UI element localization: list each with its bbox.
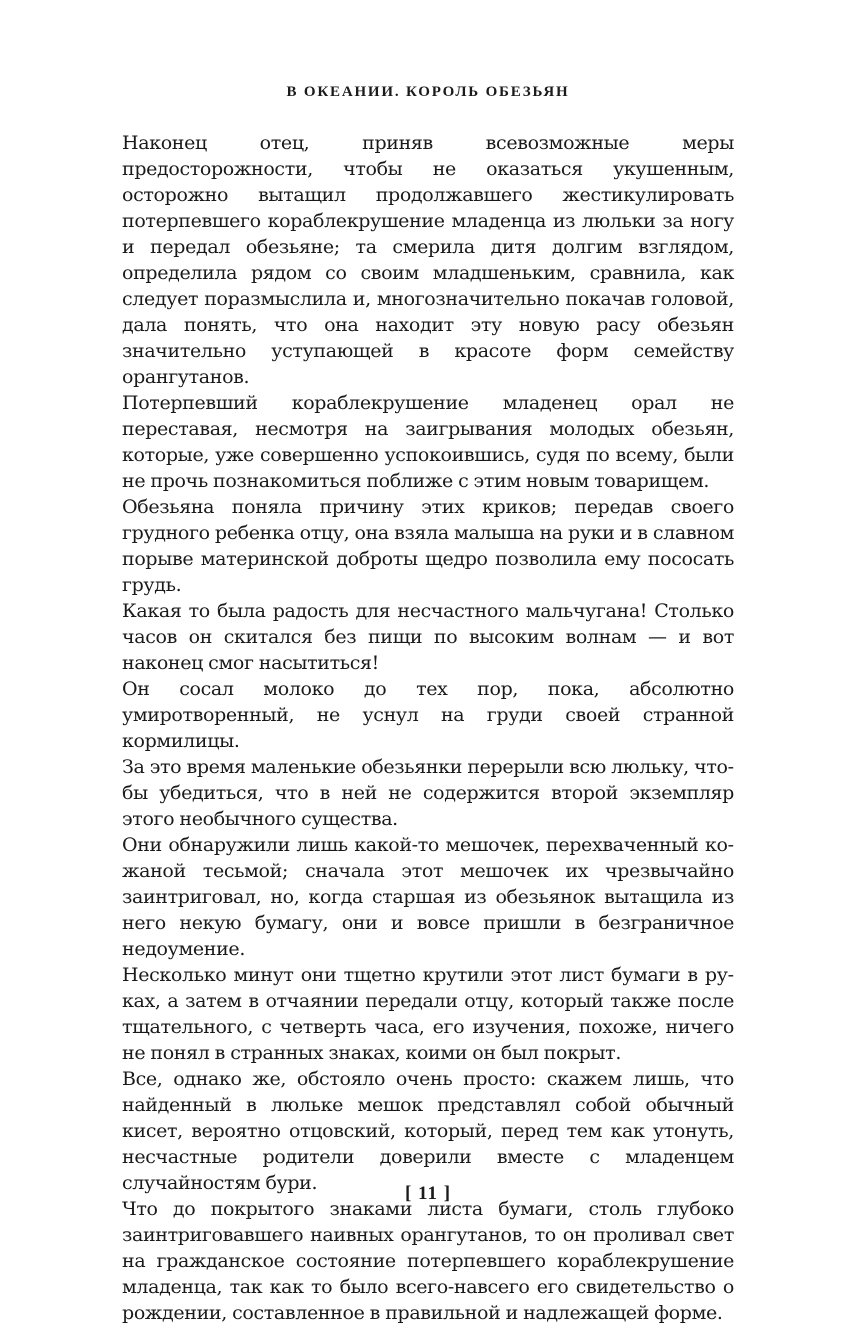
paragraph-text: Какая то была радость для несчастного мальчугана! Столько часов он скитался без пищи по высоким волнам — и вот наконец смог насытиться!: [122, 600, 734, 674]
paragraph: [122, 832, 734, 962]
paragraph-text: Что до покрытого знаками листа бумаги, столь глубоко заинтриговавшего наивных орангутанов, то он проливал свет на гражданское состояние потерпевшего кораблекрушение младенца, так как то было всего-навсего его свидетельство о рождении, составленное в правильной и надлежащей форме.: [122, 1198, 734, 1324]
running-head: В ОКЕАНИИ. КОРОЛЬ ОБЕЗЬЯН: [286, 84, 570, 100]
paragraph-text: Несколько минут они тщетно крутили этот лист бумаги в руках, а затем в отчаянии передали отцу, который также после тщательного, с четверть часа, его изучения, похоже, ничего не понял в странных знаках, коими он был покрыт.: [122, 964, 734, 1064]
paragraph-text: За это время маленькие обезьянки перерыли всю люльку, чтобы убедиться, что в ней не содержится второй экземпляр этого необычного существа.: [122, 756, 734, 830]
paragraph-text: Наконец отец, приняв всевозможные меры предосторожности, чтобы не оказаться укушенным, осторожно вытащил продолжавшего жестикулировать потерпевшего кораблекрушение младенца из люльки за ногу и передал обезьяне; та смерила дитя долгим взглядом, определила рядом со своим младшеньким, сравнила, как следует поразмыслила и, многозначительно покачав головой, дала понять, что она находит эту новую расу обезьян значительно уступающей в красоте форм семейству орангутанов.: [122, 132, 734, 388]
page-number: [ 11 ]: [404, 1183, 452, 1204]
paragraph: [122, 1066, 734, 1196]
paragraph: [122, 130, 734, 390]
paragraph-text: Они обнаружили лишь какой-то мешочек, перехваченный кожаной тесьмой; сначала этот мешочек их чрезвычайно заинтриговал, но, когда старшая из обезьянок вытащила из него некую бумагу, они и вовсе пришли в безграничное недоумение.: [122, 834, 734, 960]
paragraph-text: Потерпевший кораблекрушение младенец орал не переставая, несмотря на заигрывания молодых обезьян, которые, уже совершенно успокоившись, судя по всему, были не прочь познакомиться поближе с этим новым товарищем.: [122, 392, 734, 492]
paragraph-text: Он сосал молоко до тех пор, пока, абсолютно умиротворенный, не уснул на груди своей странной кормилицы.: [122, 678, 734, 752]
paragraph-text: Все, однако же, обстояло очень просто: скажем лишь, что найденный в люльке мешок представлял собой обычный кисет, вероятно отцовский, который, перед тем как утонуть, несчастные родители доверили вместе с младенцем случайностям бури.: [122, 1068, 734, 1194]
paragraph-text: Обезьяна поняла причину этих криков; передав своего грудного ребенка отцу, она взяла малыша на руки и в славном порыве материнской доброты щедро позволила ему пососать грудь.: [122, 496, 734, 596]
body-text: [122, 130, 734, 1326]
paragraph: [122, 494, 734, 598]
paragraph: [122, 962, 734, 1066]
paragraph: [122, 390, 734, 494]
paragraph: [122, 1196, 734, 1326]
paragraph: [122, 598, 734, 676]
paragraph: [122, 754, 734, 832]
paragraph: [122, 676, 734, 754]
